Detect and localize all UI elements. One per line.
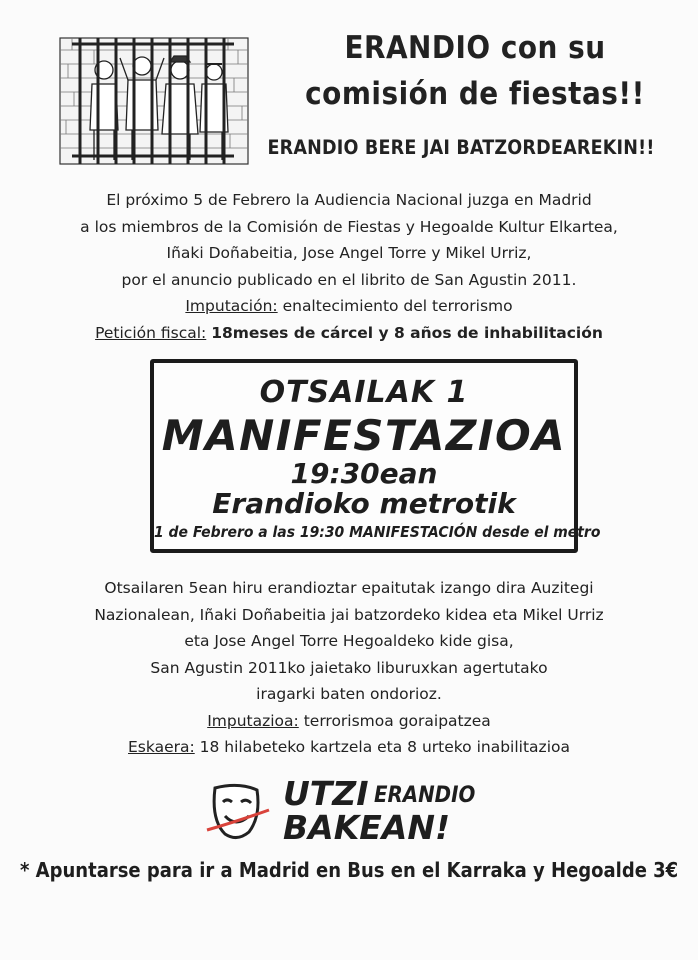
demo-date: OTSAILAK 1: [259, 375, 469, 410]
spanish-line: El próximo 5 de Febrero la Audiencia Nacional juzga en Madrid: [106, 191, 592, 209]
petition-label: Petición fiscal:: [95, 323, 207, 342]
basque-request: [20, 734, 678, 761]
basque-line: iragarki baten ondorioz.: [256, 685, 442, 703]
people-behind-bars-illustration: [58, 34, 250, 170]
bus-signup-note: * Apuntarse para ir a Madrid en Bus en el Karraka y Hegoalde 3€: [20, 858, 679, 882]
basque-line: San Agustin 2011ko jaietako liburuxkan agertutako: [150, 658, 548, 677]
spanish-announcement: [20, 187, 678, 346]
demonstration-box: [150, 359, 601, 553]
charge-value: terrorismoa goraipatzea: [303, 711, 491, 730]
spanish-petition: [20, 320, 678, 347]
spanish-line: Iñaki Doñabeitia, Jose Angel Torre y Mikel Urriz,: [166, 244, 532, 262]
slogan-erandio: ERANDIO: [374, 783, 476, 808]
petition-value: 18meses de cárcel y 8 años de inhabilitación: [211, 323, 603, 342]
spanish-line: por el anuncio publicado en el librito de San Agustin 2011.: [121, 270, 577, 289]
charge-label: Imputazioa:: [207, 711, 299, 730]
basque-line: Otsailaren 5ean hiru erandioztar epaitutak izango dira Auzitegi: [104, 579, 594, 597]
demo-location: Erandioko metrotik: [212, 487, 516, 520]
demo-heading: MANIFESTAZIOA: [161, 411, 567, 460]
spanish-line: a los miembros de la Comisión de Fiestas y Hegoalde Kultur Elkartea,: [80, 217, 618, 236]
basque-announcement: [20, 575, 678, 761]
basque-charge: [20, 708, 678, 735]
request-label: Eskaera:: [128, 738, 195, 756]
charge-value: enaltecimiento del terrorismo: [282, 297, 513, 315]
basque-subtitle: ERANDIO BERE JAI BATZORDEAREKIN!!: [267, 136, 655, 159]
slogan-bakean: BAKEAN!: [283, 808, 451, 847]
demo-spanish-note: 1 de Febrero a las 19:30 MANIFESTACIÓN desde el metro: [154, 523, 601, 541]
title-line-2: comisión de fiestas!!: [305, 76, 645, 112]
demo-time: 19:30ean: [290, 457, 438, 490]
title-line-1: ERANDIO con su: [344, 30, 606, 66]
theatre-mask-icon: [205, 780, 273, 846]
basque-line: eta Jose Angel Torre Hegoaldeko kide gisa,: [184, 632, 514, 650]
spanish-charge: [20, 293, 678, 320]
slogan-utzi: UTZI: [283, 774, 369, 813]
request-value: 18 hilabeteko kartzela eta 8 urteko inabilitazioa: [199, 738, 570, 756]
basque-line: Nazionalean, Iñaki Doñabeitia jai batzordeko kidea eta Mikel Urriz: [94, 605, 604, 624]
charge-label: Imputación:: [185, 297, 278, 315]
